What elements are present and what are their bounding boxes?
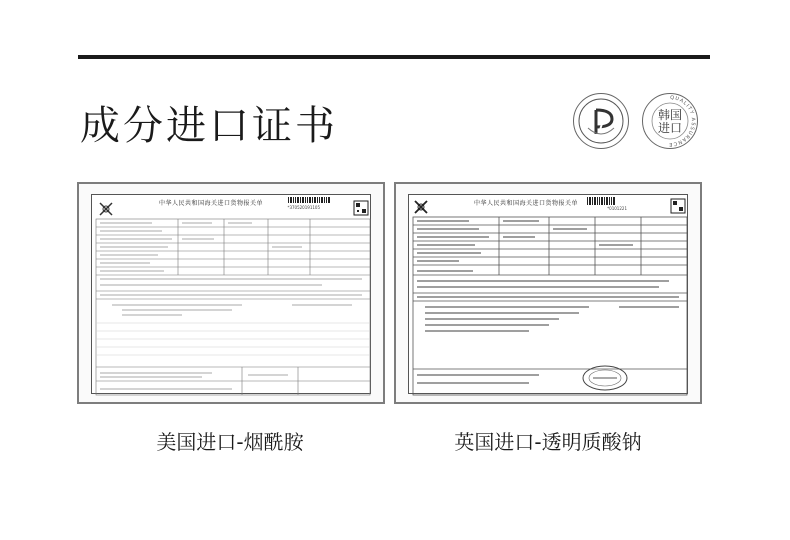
customs-declaration-image-usa (77, 182, 385, 404)
declaration-serial: *370520191105 (287, 205, 320, 210)
declaration-serial: *0101221 (607, 206, 627, 211)
page-title: 成分进口证书 (80, 103, 338, 149)
badge-text-line2: 进口 (657, 121, 682, 135)
declaration-heading: 中华人民共和国海关进口货物报关单 (473, 200, 578, 207)
badge-text-line1: 韩国 (657, 108, 682, 122)
customs-declaration-image-uk (394, 182, 702, 404)
top-divider (78, 55, 710, 59)
form-grid (92, 195, 374, 397)
caption-uk-sodium-hyaluronate: 英国进口-透明质酸钠 (454, 430, 642, 454)
declaration-heading: 中华人民共和国海关进口货物报关单 (158, 200, 263, 207)
badge-ring-text: QUALITY ASSURANCE (668, 94, 697, 148)
form-grid (409, 195, 691, 397)
import-certification-seal-icon (573, 93, 629, 149)
korea-import-seal-icon (642, 93, 698, 149)
customs-stamp-icon (583, 366, 627, 390)
declaration-form (91, 194, 371, 394)
caption-usa-niacinamide: 美国进口-烟酰胺 (156, 430, 304, 454)
qr-code-icon (671, 199, 685, 213)
qr-code-icon (354, 201, 368, 215)
declaration-form (408, 194, 688, 394)
